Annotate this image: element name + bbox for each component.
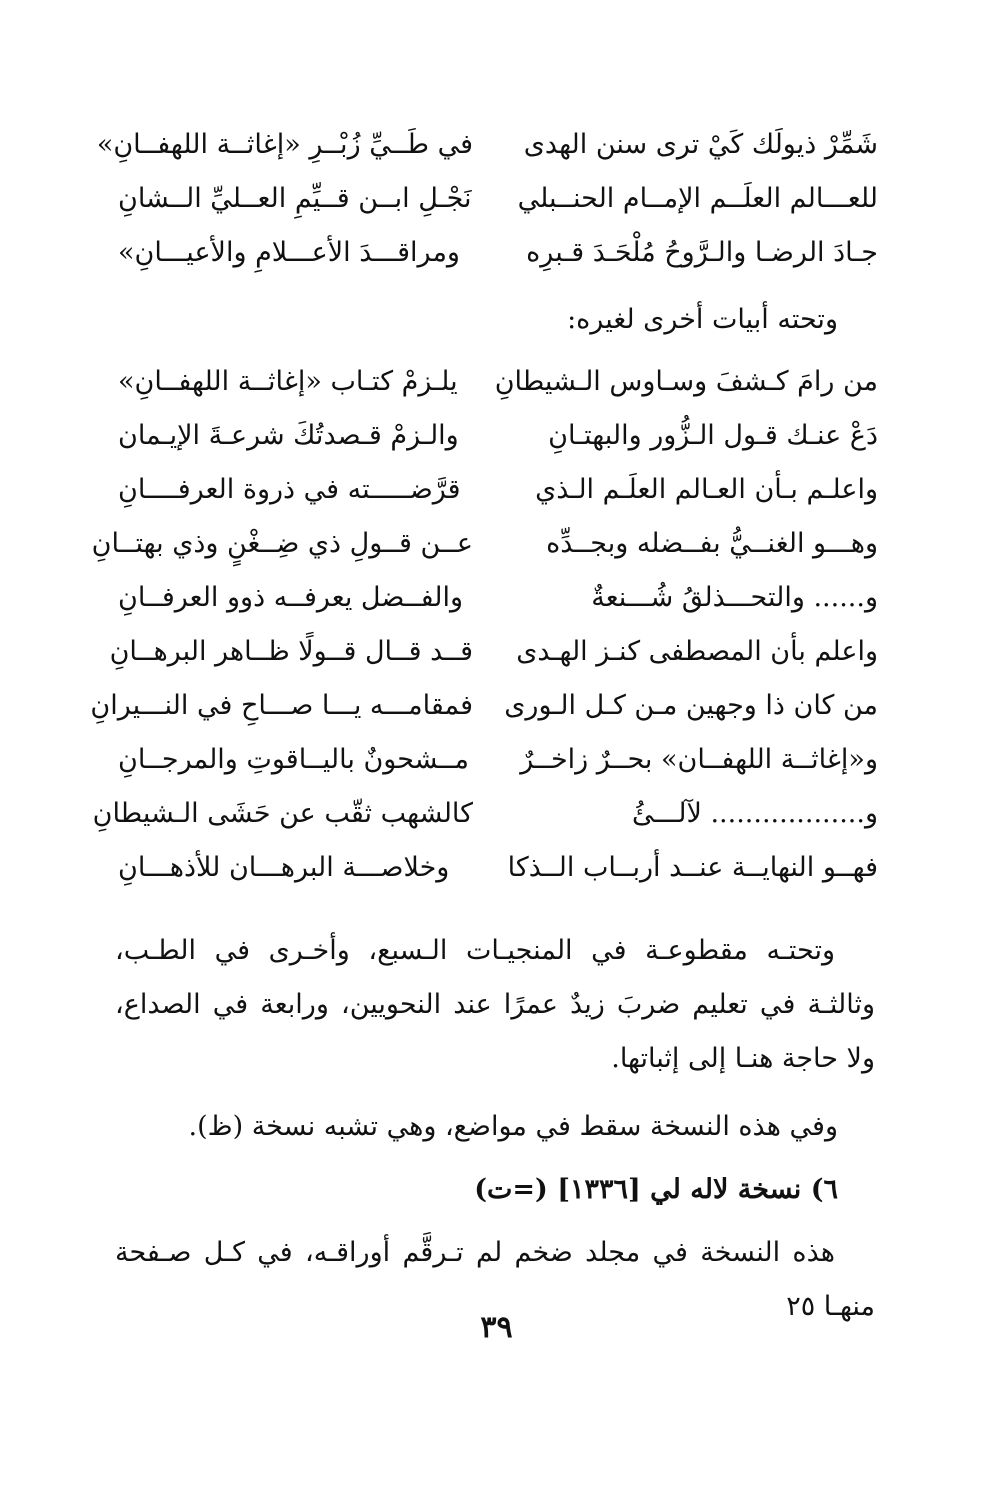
verse-couplet xyxy=(109,625,878,679)
verse-second-hemistich: والفــضل يعرفــه ذوو العرفــانِ xyxy=(118,582,464,613)
verse-first-hemistich: و.................. لآلـــئُ xyxy=(632,798,878,829)
verse-second-hemistich: مــشحونٌ باليــاقوتِ والمرجــانِ xyxy=(118,744,470,775)
verse-first-hemistich: للعـــالم العلَــم الإمــام الحنــبلي xyxy=(517,183,878,214)
paragraph: وفي هذه النسخة سقط في مواضع، وهي تشبه نسخة (ظ). xyxy=(188,1111,838,1142)
verse-couplet xyxy=(118,841,878,895)
paragraph: هذه النسخة في مجلد ضخم لم تـرقَّم أوراقـه، في كـل صـفحة منهـا ٢٥ xyxy=(115,1237,875,1322)
verse-first-hemistich: من رامَ كـشفَ وسـاوس الـشيطانِ xyxy=(494,366,878,397)
verse-first-hemistich: واعلم بأن المصطفى كنـز الهـدى xyxy=(516,636,878,667)
verse-second-hemistich: عــن قــولِ ذي ضِــغْنٍ وذي بهتــانِ xyxy=(91,528,473,559)
verse-second-hemistich: كالشهب ثقّب عن حَشَى الـشيطانِ xyxy=(92,798,473,829)
verse-first-hemistich: و...... والتحـــذلقُ شُـــنعةٌ xyxy=(591,582,878,613)
verse-couplet xyxy=(118,226,878,280)
verse-second-hemistich: ومراقـــدَ الأعـــلامِ والأعيـــانِ» xyxy=(118,237,460,268)
section-heading: ٦) نسخة لاله لي [١٣٣٦] (=ت) xyxy=(474,1174,838,1205)
verse-second-hemistich: نَجْـلِ ابــن قــيِّمِ العــليِّ الــشانِ xyxy=(118,183,472,214)
verse-couplet xyxy=(118,571,878,625)
verse-second-hemistich: قــد قــال قــولًا ظــاهر البرهــانِ xyxy=(109,636,473,667)
verse-couplet xyxy=(118,172,878,226)
verse-first-hemistich: فهــو النهايــة عنــد أربــاب الــذكا xyxy=(507,852,878,883)
verse-second-hemistich: يلـزمْ كتـاب «إغاثــة اللهفــانِ» xyxy=(118,366,458,397)
verse-first-hemistich: وهـــو الغنــيُّ بفــضله وبجــدِّه xyxy=(546,528,878,559)
paragraph: وتحتـه مقطوعـة في المنجيـات الـسبع، وأخـرى في الطـب، وثالثـة في تعليم ضربَ زيدٌ عمرًا عند النحويين، ورابعة في الصداع، ولا حاجة هنـا إلى إثباتها. xyxy=(115,935,875,1074)
verse-couplet xyxy=(118,355,878,409)
verse-couplet xyxy=(118,409,878,463)
verse-first-hemistich: واعلـم بـأن العـالم العلَـم الـذي xyxy=(535,474,878,505)
verse-first-hemistich: جـادَ الرضـا والـرَّوحُ مُلْحَـدَ قـبرِه xyxy=(526,237,878,268)
verse-second-hemistich: قرَّضـــــته في ذروة العرفــــانِ xyxy=(118,474,461,505)
verse-couplet xyxy=(90,679,878,733)
verse-second-hemistich: وخلاصـــة البرهـــان للأذهـــانِ xyxy=(118,852,450,883)
verse-couplet xyxy=(91,517,878,571)
verse-second-hemistich: في طَــيِّ زُبْــرِ «إغاثــة اللهفــانِ» xyxy=(96,129,473,160)
verse-couplet xyxy=(92,787,878,841)
verse-first-hemistich: شَمِّرْ ذيولَك كَيْ ترى سنن الهدى xyxy=(523,129,878,160)
verse-first-hemistich: دَعْ عنـك قـول الـزُّور والبهتـانِ xyxy=(548,420,878,451)
page-number: ٣٩ xyxy=(480,1310,513,1345)
verse-second-hemistich: فمقامـــه يـــا صـــاحِ في النـــيرانِ xyxy=(90,690,473,721)
intro-line: وتحته أبيات أخرى لغيره: xyxy=(567,304,838,335)
poem-block-1 xyxy=(96,118,878,280)
poem-block-2 xyxy=(90,355,878,895)
verse-second-hemistich: والـزمْ قـصدتُكَ شرعـةَ الإيـمان xyxy=(118,420,459,451)
verse-couplet xyxy=(96,118,878,172)
verse-couplet xyxy=(118,463,878,517)
verse-first-hemistich: و«إغاثــة اللهفــان» بحــرٌ زاخــرٌ xyxy=(520,744,878,775)
verse-first-hemistich: من كان ذا وجهين مـن كـل الـورى xyxy=(504,690,878,721)
verse-couplet xyxy=(118,733,878,787)
